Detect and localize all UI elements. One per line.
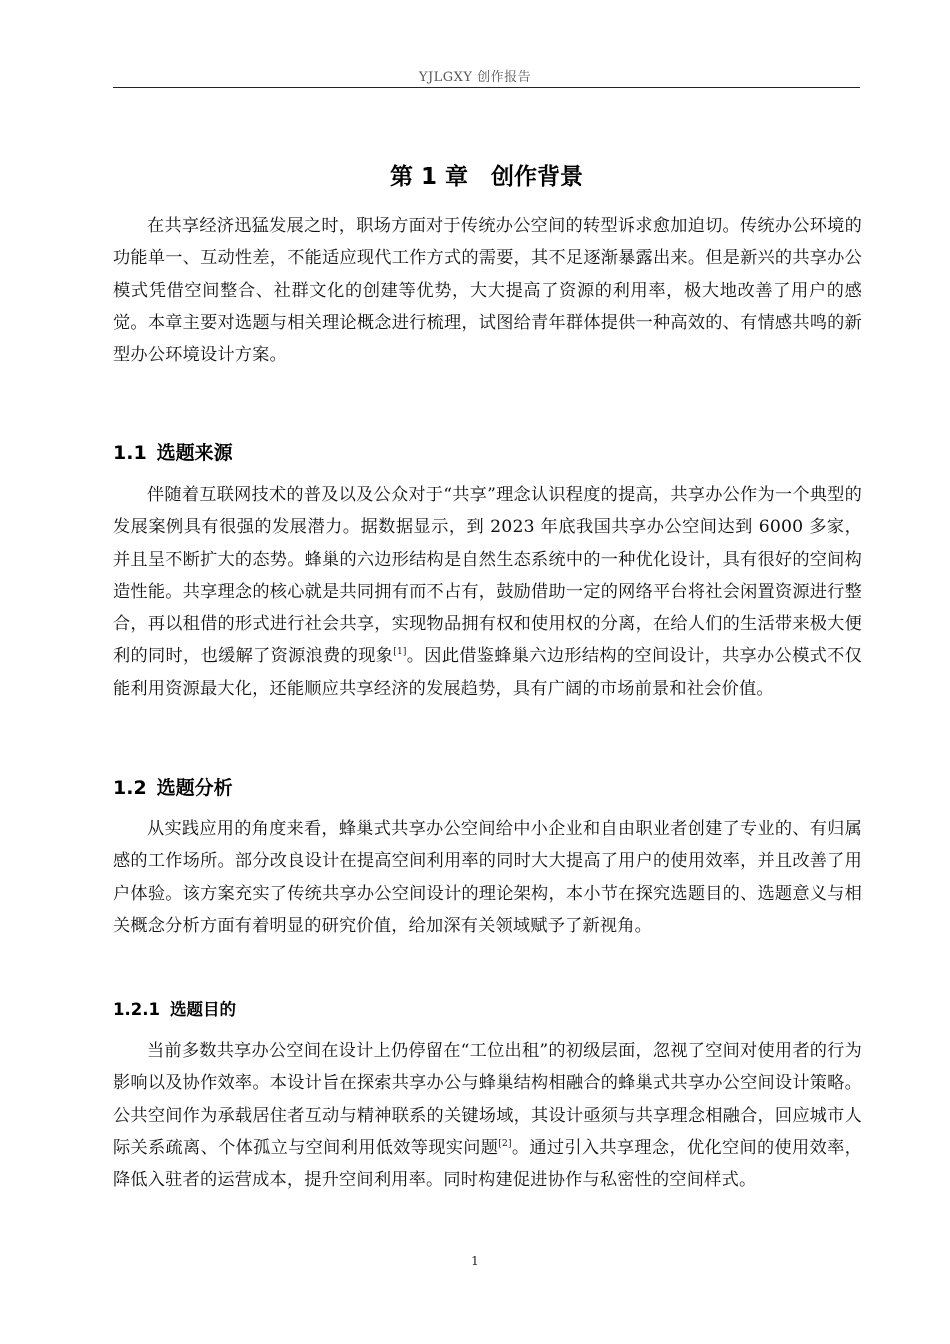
- intro-paragraph: 在共享经济迅猛发展之时，职场方面对于传统办公空间的转型诉求愈加迫切。传统办公环境的功能单一、互动性差，不能适应现代工作方式的需要，其不足逐渐暴露出来。但是新兴的共享办公模式凭借空间整合、社群文化的创建等优势，大大提高了资源的利用率，极大地改善了用户的感觉。本章主要对选题与相关理论概念进行梳理，试图给青年群体提供一种高效的、有情感共鸣的新型办公环境设计方案。: [113, 216, 862, 366]
- paragraph-text: 。因此借鉴蜂巢六边形结构的空间设计，共享办公模式不仅能利用资源最大化，还能顺应共享经济的发展趋势，具有广阔的市场前景和社会价值。: [113, 646, 863, 699]
- section-1-2-1-paragraph: [113, 1035, 862, 1196]
- section-title: 选题分析: [156, 777, 233, 799]
- section-heading-1-2: [113, 773, 233, 800]
- citation-ref[interactable]: [2]: [498, 1138, 512, 1149]
- page-header: YJLGXY 创作报告: [418, 70, 532, 85]
- section-1-2-paragraph: 从实践应用的角度来看，蜂巢式共享办公空间给中小企业和自由职业者创建了专业的、有归属感的工作场所。部分改良设计在提高空间利用率的同时大大提高了用户的使用效率，并且改善了用户体验。该方案充实了传统共享办公空间设计的理论架构，本小节在探究选题目的、选题意义与相关概念分析方面有着明显的研究价值，给加深有关领域赋予了新视角。: [113, 819, 862, 936]
- section-title: 选题目的: [169, 1000, 236, 1019]
- section-heading-1-2-1: [113, 996, 236, 1020]
- section-number: 1.2.1: [113, 1000, 160, 1019]
- section-title: 选题来源: [156, 442, 233, 464]
- paragraph-text: 伴随着互联网技术的普及以及公众对于“共享”理念认识程度的提高，共享办公作为一个典型的发展案例具有很强的发展潜力。据数据显示，到 2023 年底我国共享办公空间达到 6000 多家，并且呈不断扩大的态势。蜂巢的六边形结构是自然生态系统中的一种优化设计，具有很好的空间构造性能。共享理念的核心就是共同拥有而不占有，鼓励借助一定的网络平台将社会闲置资源进行整合，再以租借的形式进行社会共享，实现物品拥有权和使用权的分离，在给人们的生活带来极大便利的同时，也缓解了资源浪费的现象: [113, 485, 862, 667]
- section-number: 1.1: [113, 442, 147, 464]
- chapter-title: 第 1 章 创作背景: [389, 164, 584, 190]
- page-number: 1: [471, 1254, 479, 1268]
- section-number: 1.2: [113, 777, 147, 799]
- section-heading-1-1: [113, 438, 233, 465]
- header-divider: [113, 87, 860, 88]
- section-1-1-paragraph: [113, 479, 862, 705]
- paragraph-text: 。通过引入共享理念，优化空间的使用效率，降低入驻者的运营成本，提升空间利用率。同时构建促进协作与私密性的空间样式。: [113, 1137, 862, 1191]
- paragraph-text: 当前多数共享办公空间在设计上仍停留在“工位出租”的初级层面，忽视了空间对使用者的行为影响以及协作效率。本设计旨在探索共享办公与蜂巢结构相融合的蜂巢式共享办公空间设计策略。公共空间作为承载居住者互动与精神联系的关键场域，其设计亟须与共享理念相融合，回应城市人际关系疏离、个体孤立与空间利用低效等现实问题: [113, 1041, 862, 1158]
- citation-ref[interactable]: [1]: [393, 647, 407, 658]
